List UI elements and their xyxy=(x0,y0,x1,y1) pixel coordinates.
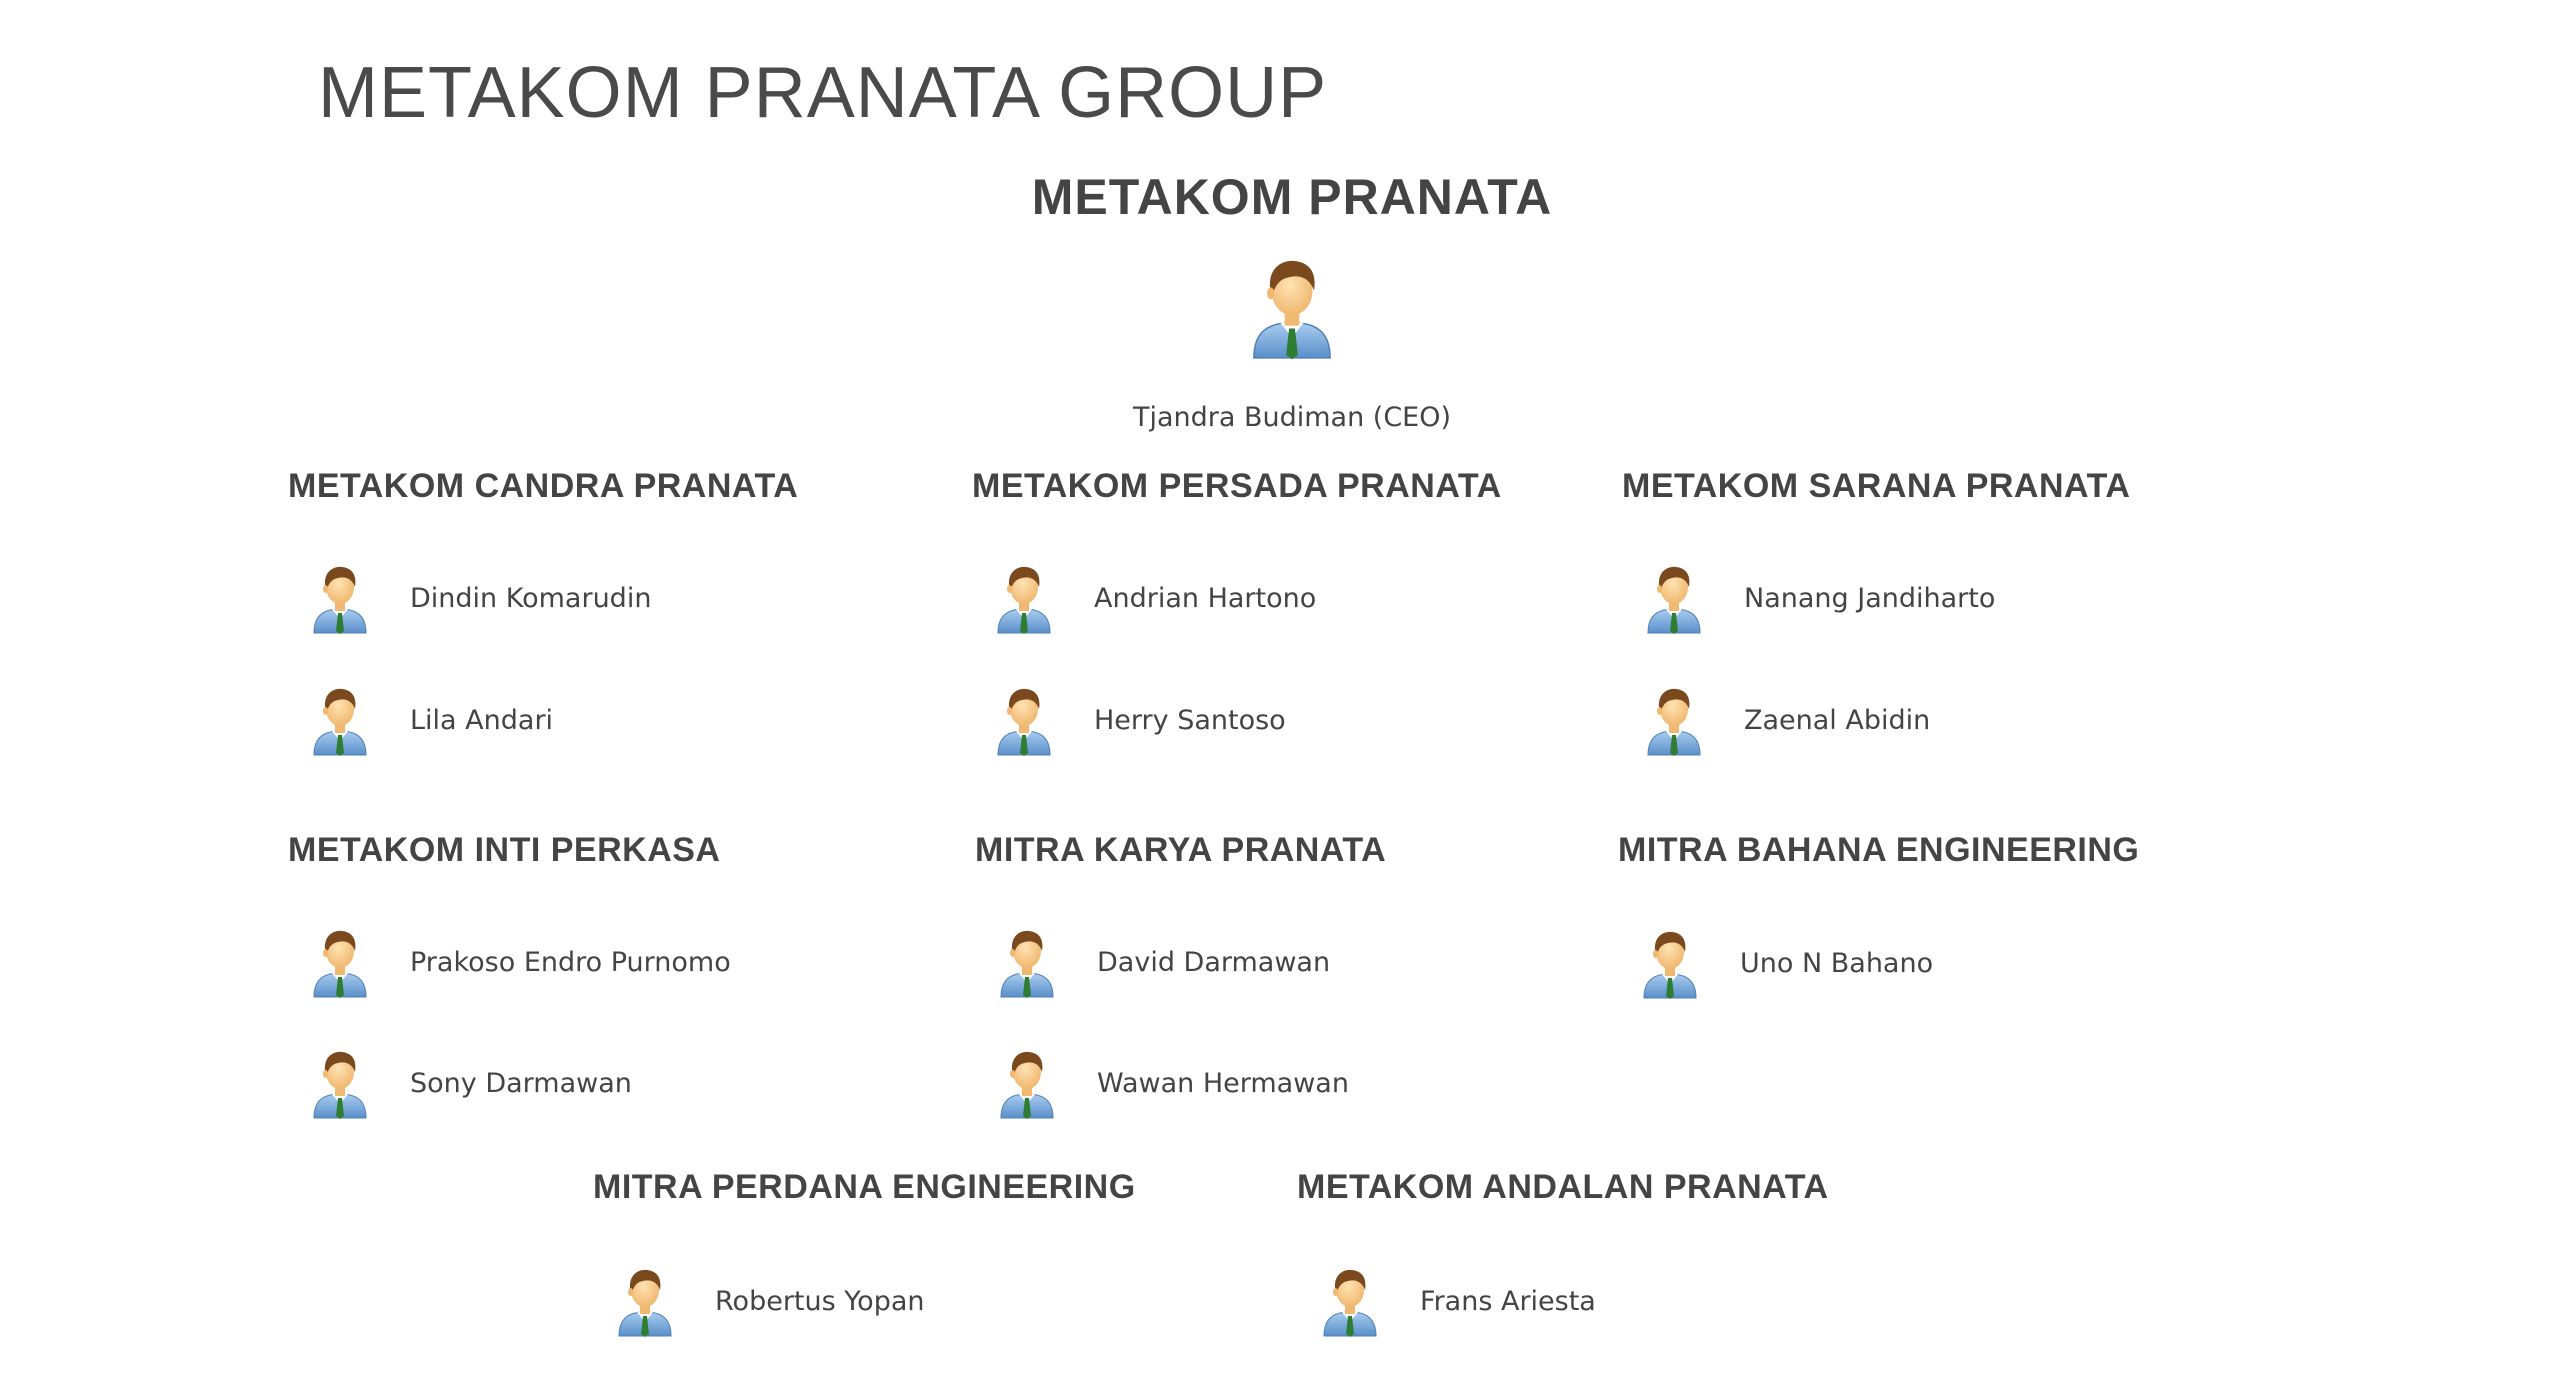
member-name: Nanang Jandiharto xyxy=(1744,583,1996,614)
ceo-name: Tjandra Budiman (CEO) xyxy=(1132,402,1452,433)
person-icon xyxy=(1248,252,1336,364)
company-title: METAKOM PERSADA PRANATA xyxy=(972,467,1502,505)
person-icon xyxy=(1640,928,1700,1000)
person-icon xyxy=(615,1266,675,1338)
person-icon xyxy=(997,1048,1057,1120)
person-icon xyxy=(310,1048,370,1120)
page-title: METAKOM PRANATA GROUP xyxy=(318,53,1328,133)
company-block xyxy=(288,831,720,870)
company-block xyxy=(975,831,1386,870)
person-icon xyxy=(310,563,370,635)
company-title: METAKOM INTI PERKASA xyxy=(288,831,721,869)
person-icon xyxy=(310,685,370,757)
person-icon xyxy=(310,927,370,999)
person-icon xyxy=(994,563,1054,635)
company-block xyxy=(972,467,1502,506)
member-name: Frans Ariesta xyxy=(1420,1286,1596,1317)
company-title: MITRA BAHANA ENGINEERING xyxy=(1618,831,2140,869)
company-title: METAKOM ANDALAN PRANATA xyxy=(1297,1168,1829,1206)
member-name: Robertus Yopan xyxy=(715,1286,925,1317)
company-block xyxy=(288,467,798,506)
person-icon xyxy=(1320,1266,1380,1338)
company-block xyxy=(1297,1168,1829,1207)
member-name: Prakoso Endro Purnomo xyxy=(410,947,731,978)
person-icon xyxy=(997,927,1057,999)
top-company-title: METAKOM PRANATA xyxy=(1031,169,1553,225)
member-name: Uno N Bahano xyxy=(1740,948,1934,979)
company-block xyxy=(1622,467,2130,506)
person-icon xyxy=(994,685,1054,757)
member-name: David Darmawan xyxy=(1097,947,1331,978)
person-icon xyxy=(1644,563,1704,635)
member-name: Wawan Hermawan xyxy=(1097,1068,1349,1099)
member-name: Dindin Komarudin xyxy=(410,583,652,614)
company-title: METAKOM SARANA PRANATA xyxy=(1622,467,2131,505)
member-name: Zaenal Abidin xyxy=(1744,705,1931,736)
member-name: Herry Santoso xyxy=(1094,705,1286,736)
company-title: MITRA KARYA PRANATA xyxy=(975,831,1387,869)
company-block xyxy=(1618,831,2139,870)
person-icon xyxy=(1644,685,1704,757)
company-title: METAKOM CANDRA PRANATA xyxy=(288,467,799,505)
company-title: MITRA PERDANA ENGINEERING xyxy=(593,1168,1136,1206)
member-name: Andrian Hartono xyxy=(1094,583,1317,614)
member-name: Lila Andari xyxy=(410,705,554,736)
member-name: Sony Darmawan xyxy=(410,1068,632,1099)
company-block xyxy=(593,1168,1136,1207)
